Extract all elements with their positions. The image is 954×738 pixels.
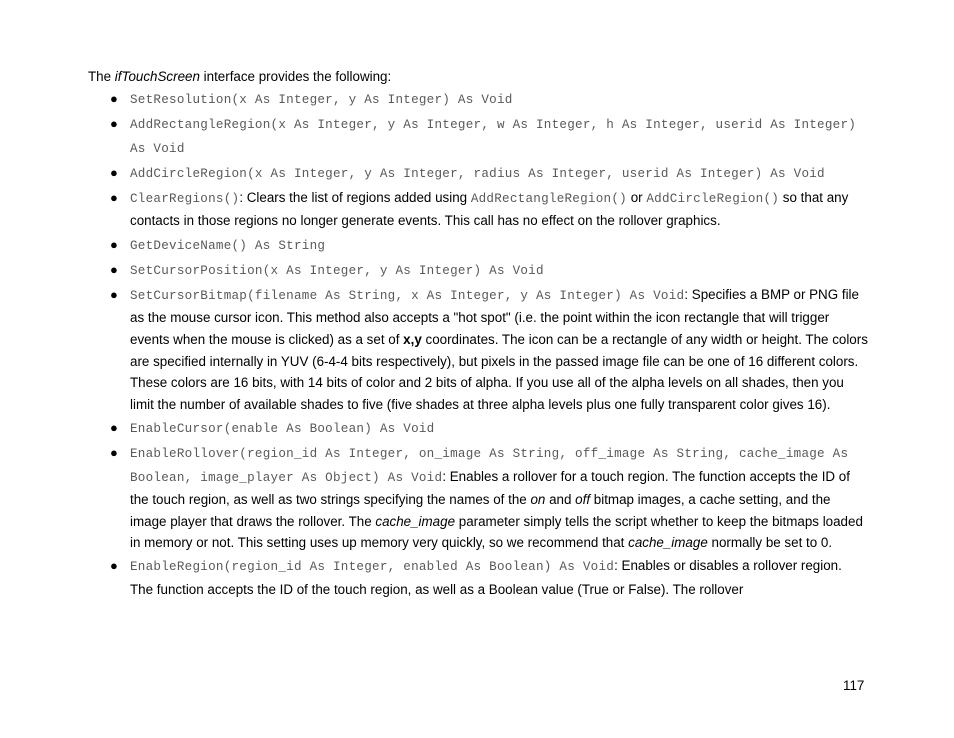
method-description: : Specifies a BMP or PNG file as the mouse cursor icon. This method also accepts a "hot spot" (i.e. the point within the icon rectangle that will trigger events when the mouse is clicked) as a set of [130, 286, 859, 347]
bullet-icon: ● [110, 444, 118, 460]
intro-prefix: The [88, 69, 115, 84]
bullet-icon: ● [110, 116, 118, 132]
method-emphasis: cache_image [628, 535, 708, 551]
method-item-set-cursor-position [110, 259, 868, 283]
method-emphasis: cache_image [375, 513, 456, 529]
method-description: parameter simply tells the script whether to keep the bitmaps loaded in memory or not. This setting uses up memory very quickly, so we recommend that [130, 513, 863, 551]
method-item-set-cursor-bitmap [110, 284, 868, 416]
bullet-icon: ● [110, 164, 118, 180]
method-item-enable-region [110, 555, 868, 600]
method-item-add-rectangle-region [110, 113, 868, 160]
method-signature: AddCircleRegion(x As Integer, y As Integer, radius As Integer, userid As Integer) As Void [130, 166, 825, 181]
bullet-icon: ● [110, 91, 118, 106]
method-description: : Enables a rollover for a touch region. The function accepts the ID of the touch region, as well as two strings specifying the names of the [130, 468, 850, 508]
bullet-icon: ● [110, 261, 118, 277]
bullet-icon: ● [110, 558, 118, 574]
method-emphasis: off [575, 492, 591, 508]
method-signature: EnableCursor(enable As Boolean) As Void [130, 421, 435, 436]
method-item-clear-regions [110, 187, 868, 232]
method-signature: EnableRollover(region_id As Integer, on_image As String, off_image As String, cache_image As Boolean, image_player As Object) As Void [130, 446, 849, 485]
intro-paragraph [88, 67, 391, 87]
method-list [110, 88, 868, 602]
method-signature: EnableRegion(region_id As Integer, enabled As Boolean) As Void [130, 560, 615, 575]
method-signature: SetCursorPosition(x As Integer, y As Integer) As Void [130, 263, 544, 278]
interface-name: ifTouchScreen [114, 69, 200, 84]
method-item-set-resolution [110, 88, 868, 112]
method-signature: SetCursorBitmap(filename As String, x As Integer, y As Integer) As Void [130, 288, 685, 303]
method-description: : Clears the list of regions added using [239, 189, 471, 205]
page-number: 117 [843, 678, 865, 693]
method-description: and [545, 492, 576, 508]
method-signature: AddRectangleRegion(x As Integer, y As Integer, w As Integer, h As Integer, userid As Integer) As Void [130, 118, 857, 156]
method-reference: AddRectangleRegion() [470, 191, 627, 206]
method-item-enable-rollover [110, 442, 868, 554]
method-description: so that any contacts in those regions no longer generate events. This call has no effect on the rollover graphics. [130, 189, 849, 229]
method-item-enable-cursor [110, 417, 868, 441]
method-description: coordinates. The icon can be a rectangle of any width or height. The colors are specified internally in YUV (6-4-4 bits respectively), but pixels in the passed image file can be one of 16 different colors. These colors are 16 bits, with 14 bits of color and 2 bits of alpha. If you use all of the alpha levels on all shades, then you limit the number of available shades to five (five shades at three alpha levels plus one fully transparent color gives 16). [130, 331, 868, 412]
method-item-add-circle-region [110, 162, 868, 186]
method-signature: ClearRegions() [130, 191, 240, 206]
bullet-icon: ● [110, 236, 118, 252]
method-description: or [626, 189, 647, 205]
method-description: : Enables or disables a rollover region. The function accepts the ID of the touch region, as well as a Boolean value (True or False). The rollover [130, 558, 842, 597]
method-description: bitmap images, a cache setting, and the image player that draws the rollover. The [130, 492, 831, 529]
method-description: normally be set to 0. [707, 535, 833, 551]
bullet-icon: ● [110, 189, 118, 205]
method-signature: SetResolution(x As Integer, y As Integer) As Void [130, 93, 513, 107]
intro-suffix: interface provides the following: [199, 69, 392, 84]
method-emphasis: x,y [403, 331, 422, 347]
method-item-get-device-name [110, 234, 868, 258]
method-reference: AddCircleRegion() [646, 191, 780, 206]
bullet-icon: ● [110, 419, 118, 435]
method-signature: GetDeviceName() As String [130, 238, 326, 253]
bullet-icon: ● [110, 286, 118, 302]
method-emphasis: on [530, 492, 546, 508]
